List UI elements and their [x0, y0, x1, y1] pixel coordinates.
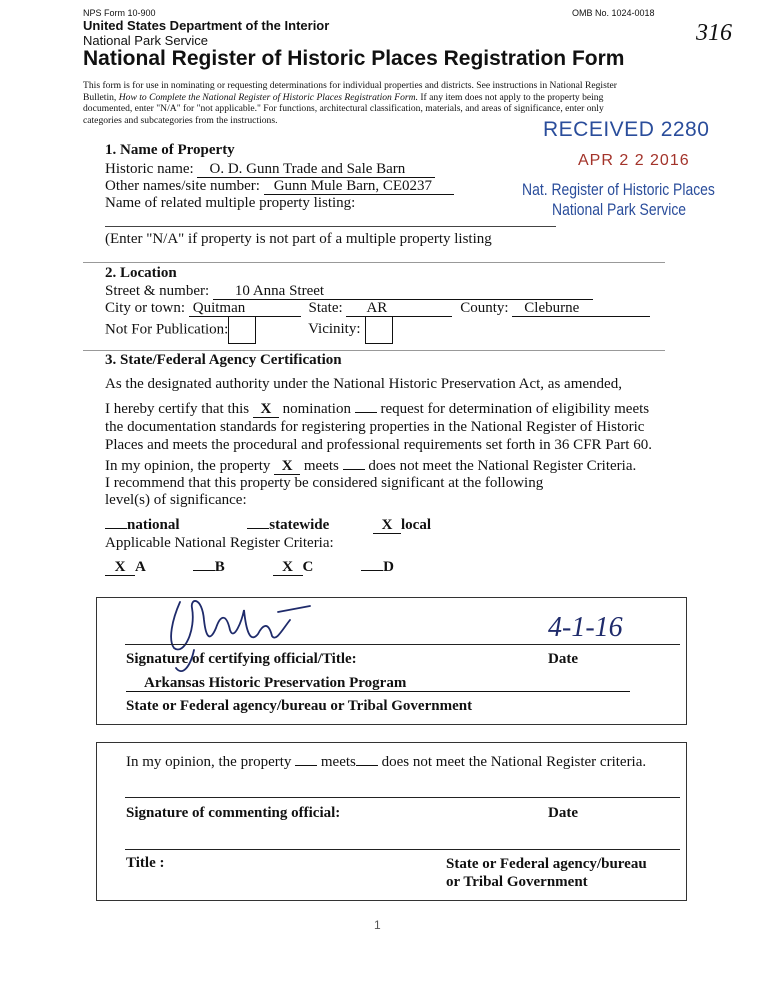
title-line[interactable] — [125, 849, 680, 850]
request-mark[interactable] — [355, 412, 377, 413]
certifying-agency-label: State or Federal agency/bureau or Tribal Government — [126, 698, 473, 714]
handwritten-date: 4-1-16 — [548, 612, 623, 643]
handwritten-page-number: 316 — [696, 20, 732, 46]
page-number: 1 — [374, 918, 381, 932]
other-names-field[interactable]: Gunn Mule Barn, CE0237 — [264, 179, 454, 195]
park-service-stamp: National Park Service — [552, 200, 687, 219]
criterion-c-mark[interactable]: X — [273, 560, 303, 576]
certifying-date-label: Date — [548, 651, 578, 667]
city-field[interactable]: Quitman — [189, 301, 301, 317]
state-field[interactable]: AR — [346, 301, 452, 317]
criterion-d-mark[interactable] — [361, 570, 383, 571]
program-field[interactable]: Arkansas Historic Preservation Program — [126, 676, 630, 692]
criteria-label: Applicable National Register Criteria: — [105, 535, 334, 551]
signature-line[interactable] — [125, 644, 680, 645]
opinion-statement: In my opinion, the property X meets does not meet the National Register Criteria. I recommend that this property be considered significant at the following level(s) of significance: — [105, 458, 637, 508]
publication-row: Not For Publication: Vicinity: — [105, 316, 393, 344]
certification-statement: I hereby certify that this X nomination request for determination of eligibility meets the documentation standards for registering properties in the National Register of Historic Places and meets the procedural and professional requirements set forth in 36 CFR Part 60. — [105, 401, 652, 453]
nomination-mark[interactable]: X — [253, 402, 279, 418]
significance-levels: national statewide X local — [105, 517, 431, 534]
historic-name-row: Historic name: O. D. Gunn Trade and Sale Barn — [105, 161, 435, 178]
program-row — [126, 675, 630, 692]
certifying-signature-label: Signature of certifying official/Title: — [126, 651, 357, 667]
form-title: National Register of Historic Places Registration Form — [83, 47, 625, 70]
criterion-b: B — [193, 559, 225, 575]
agency-line-1: United States Department of the Interior — [83, 18, 330, 33]
statewide-mark[interactable] — [247, 528, 269, 529]
comment-meets-mark[interactable] — [295, 765, 317, 766]
street-field[interactable]: 10 Anna Street — [213, 284, 593, 300]
received-date-stamp: APR 2 2 2016 — [578, 152, 690, 169]
comment-does-not-meet-mark[interactable] — [356, 765, 378, 766]
section-1-heading: 1. Name of Property — [105, 142, 235, 158]
not-for-publication-checkbox[interactable] — [228, 316, 256, 344]
section-divider — [83, 262, 665, 263]
street-row: Street & number: 10 Anna Street — [105, 283, 593, 300]
commenting-signature-label: Signature of commenting official: — [126, 805, 341, 821]
other-names-row: Other names/site number: Gunn Mule Barn, CE0237 — [105, 178, 454, 195]
form-number: NPS Form 10-900 — [83, 8, 156, 18]
multiple-property-line[interactable] — [105, 226, 556, 227]
meets-mark[interactable]: X — [274, 459, 300, 475]
local-mark[interactable]: X — [373, 518, 401, 534]
criterion-c: X C — [273, 559, 314, 575]
register-stamp: Nat. Register of Historic Places — [522, 180, 715, 199]
section-3-heading: 3. State/Federal Agency Certification — [105, 352, 342, 368]
commenting-title-label: Title : — [126, 855, 165, 871]
multiple-property-label: Name of related multiple property listing: — [105, 195, 356, 211]
city-row: City or town: Quitman State: AR County: Cleburne — [105, 300, 650, 317]
historic-name-field[interactable]: O. D. Gunn Trade and Sale Barn — [197, 162, 435, 178]
commenting-date-label: Date — [548, 805, 578, 821]
na-note: (Enter "N/A" if property is not part of a multiple property listing — [105, 231, 492, 247]
section-2-heading: 2. Location — [105, 265, 177, 281]
criterion-a-mark[interactable]: X — [105, 560, 135, 576]
agency-line-2: National Park Service — [83, 33, 208, 48]
criterion-d: D — [361, 559, 394, 575]
county-field[interactable]: Cleburne — [512, 301, 650, 317]
vicinity-checkbox[interactable] — [365, 316, 393, 344]
criteria-row — [105, 559, 394, 576]
national-mark[interactable] — [105, 528, 127, 529]
section-divider — [83, 350, 665, 351]
does-not-meet-mark[interactable] — [343, 469, 365, 470]
commenting-signature-line[interactable] — [125, 797, 680, 798]
form-instructions: This form is for use in nominating or requesting determinations for individual properties and districts. See instructions in National Register Bulletin, How to Complete the National Register of Historic Places Registration Form. If any item does not apply to the property being documented, enter "N/A" for "not applicable." For functions, architectural classification, materials, and areas of significance, enter only categories and subcategories from the instructions. — [83, 80, 617, 126]
criterion-a: X A — [105, 559, 145, 575]
criterion-b-mark[interactable] — [193, 570, 215, 571]
omb-number: OMB No. 1024-0018 — [572, 8, 655, 18]
authority-statement: As the designated authority under the National Historic Preservation Act, as amended, — [105, 376, 622, 392]
comment-opinion: In my opinion, the property meets does not meet the National Register criteria. — [126, 754, 647, 770]
commenting-agency-label: State or Federal agency/bureau or Tribal Government — [446, 856, 647, 890]
received-stamp: RECEIVED 2280 — [543, 118, 710, 141]
